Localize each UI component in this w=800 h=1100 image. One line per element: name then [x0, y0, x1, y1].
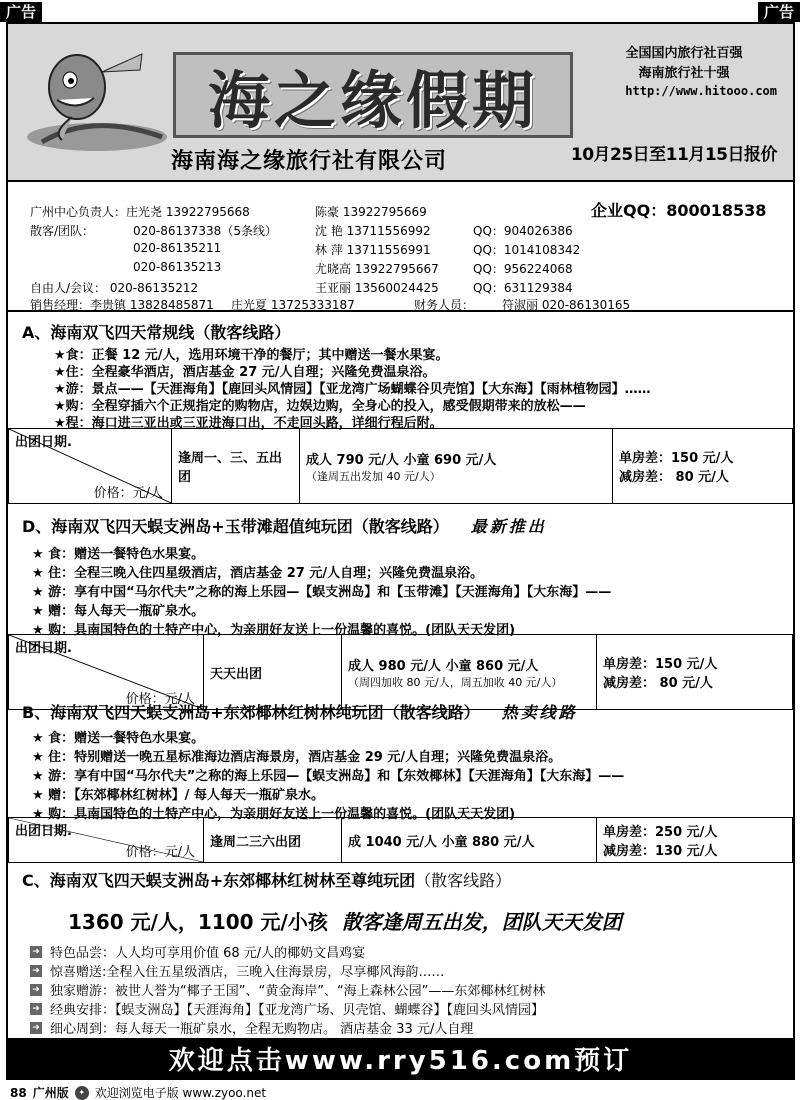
contact-finance-label: 财务人员： — [414, 298, 475, 312]
section-c-title — [22, 868, 511, 891]
enterprise-qq: 企业QQ：800018538 — [591, 201, 767, 220]
section-a-friday-note: （逢周五出发加 40 元/人） — [306, 469, 441, 483]
section-c-line-1: 特色品尝：人人均可享用价值 68 元/人的椰奶文昌鸡宴 — [50, 946, 366, 961]
section-d-food: ★ 食：赠送一餐特色水果宴。 — [32, 547, 205, 562]
slogan-top-100: 全国国内旅行社百强 — [625, 46, 743, 61]
section-b-date-label: 出团日期. — [15, 824, 72, 839]
section-a-price-label: 价格：元/人 — [93, 486, 163, 501]
browse-link[interactable]: 欢迎浏览电子版 www.zyoo.net — [94, 1086, 267, 1100]
section-b-adult-child-price: 成 1040 元/人 小童 880 元/人 — [342, 818, 597, 863]
section-c-title-suffix: （散客线路） — [415, 871, 512, 890]
contact-you-xiaogao: 尤晓高 13922795667 — [315, 262, 439, 276]
section-c-item-3 — [30, 980, 545, 999]
section-a-food: ★食：正餐 12 元/人，选用环境干净的餐厅；其中赠送一餐水果宴。 — [54, 348, 449, 363]
section-b-shop: ★ 购：具南国特色的土特产中心，为亲朋好友送上一份温馨的喜悦。(团队天天发团) — [32, 807, 516, 822]
dolphin-mascot-icon — [22, 42, 172, 162]
company-name: 海南海之缘旅行社有限公司 — [171, 149, 448, 174]
section-c-item-5 — [30, 1018, 473, 1037]
section-d-gift: ★ 赠：每人每天一瓶矿泉水。 — [32, 604, 205, 619]
section-d-hotel: ★ 住：全程三晚入住四星级酒店，酒店基金 27 元/人自理；兴隆免费温泉浴。 — [32, 566, 484, 581]
booking-cta-bar[interactable]: 欢迎点击www.rry516.com预订 — [8, 1038, 793, 1078]
section-b-single-supplement: 单房差：250 元/人 — [603, 825, 718, 840]
contact-finance: 符淑丽 020-86130165 — [502, 298, 631, 312]
section-a-date-label: 出团日期. — [15, 435, 72, 450]
section-d-tour: ★ 游：享有中国“马尔代夫”之称的海上乐园—【蜈支洲岛】和【玉带滩】【天涯海角】【大东海】—— — [32, 585, 612, 600]
ad-label-left: 广告 — [0, 2, 42, 22]
section-c-item-1 — [30, 942, 365, 961]
section-a-departure: 逢周一、三、五出团 — [172, 429, 300, 504]
section-a-title: A、海南双飞四天常规线（散客线路） — [22, 323, 291, 342]
contact-qq-1: QQ：904026386 — [473, 224, 573, 238]
section-d-surcharge-note: （周四加收 80 元/人，周五加收 40 元/人） — [348, 675, 563, 689]
contact-phone-3: 020-86135213 — [133, 260, 222, 274]
section-c-line-4: 经典安排：【蜈支洲岛】【天涯海角】【亚龙湾广场、贝壳馆、蝴蝶谷】【鹿回头风情园】 — [50, 1003, 545, 1018]
section-b-tag: 热卖线路 — [501, 703, 578, 722]
header-banner — [8, 24, 793, 182]
contact-phone-1: 020-86137338（5条线） — [133, 224, 277, 238]
advert-frame — [6, 22, 795, 1080]
contact-wang-yali: 王亚丽 13560024425 — [315, 281, 439, 295]
section-d-room-reduction: 减房差： 80 元/人 — [603, 676, 713, 691]
section-d-date-label: 出团日期. — [15, 641, 72, 656]
section-c-line-2: 惊喜赠送:全程入住五星级酒店，三晚入住海景房，尽享椰风海韵…… — [50, 965, 445, 980]
section-d-adult-child-price: 成人 980 元/人 小童 860 元/人 — [348, 658, 539, 674]
section-c-item-4 — [30, 999, 544, 1018]
contact-meeting: 自由人/会议： 020-86135212 — [30, 281, 199, 295]
contact-qq-4: QQ：631129384 — [473, 281, 573, 295]
contact-shen-yan: 沈 艳 13711556992 — [315, 224, 431, 238]
section-b-tour: ★ 游：享有中国“马尔代夫”之称的海上乐园—【蜈支洲岛】和【东效椰林】【天涯海角】【大东海】—— — [32, 769, 625, 784]
section-c-line-5: 细心周到：每人每天一瓶矿泉水，全程无购物店。 酒店基金 33 元/人自理 — [50, 1022, 474, 1037]
arrow-icon: ➜ — [30, 984, 42, 996]
section-d-title — [22, 514, 547, 537]
section-b-departure: 逢周二三六出团 — [204, 818, 342, 863]
section-a-shop: ★购：全程穿插六个正规指定的购物店，边娱边购，全身心的投入，感受假期带来的放松—— — [54, 399, 586, 414]
arrow-icon: ➜ — [30, 946, 42, 958]
edition-label: 广州版 — [32, 1086, 69, 1100]
section-b-price-label: 价格：元/人 — [125, 845, 195, 860]
arrow-icon: ➜ — [30, 965, 42, 977]
section-c-item-2 — [30, 961, 444, 980]
ad-label-right: 广告 — [758, 2, 800, 22]
section-b-food: ★ 食：赠送一餐特色水果宴。 — [32, 731, 205, 746]
slogan-top-10: 海南旅行社十强 — [638, 66, 730, 81]
contact-chen-hao: 陈豪 13922795669 — [315, 205, 427, 219]
contact-zhuang-guangxia: 庄光夏 13725333187 — [231, 298, 355, 312]
contact-group-label: 散客/团队： — [30, 224, 95, 238]
section-c-title-text: C、海南双飞四天蜈支洲岛+东郊椰林红树林至尊纯玩团 — [22, 871, 416, 890]
section-c-line-3: 独家赠游：被世人誉为“椰子王国”、“黄金海岸”、“海上森林公园”——东郊椰林红树林 — [50, 984, 546, 999]
section-a-adult-child-price: 成人 790 元/人 小童 690 元/人 — [306, 452, 497, 468]
publisher-logo-icon: ✦ — [75, 1086, 89, 1100]
section-a-room-reduction: 减房差： 80 元/人 — [619, 470, 729, 485]
brand-logo-title: 海之缘假期 — [173, 52, 573, 138]
section-b-gift: ★ 赠：【东郊椰林红树林】/ 每人每天一瓶矿泉水。 — [32, 788, 324, 803]
website-url: http://www.hitooo.com — [625, 84, 777, 98]
section-b-room-reduction: 减房差：130 元/人 — [603, 844, 718, 859]
section-a-tour: ★游：景点——【天涯海角】【鹿回头风情园】【亚龙湾广场蝴蝶谷贝壳馆】【大东海】【雨林植物园】…… — [54, 382, 651, 397]
section-a-route: ★程：海口进三亚出或三亚进海口出，不走回头路，详细行程后附。 — [54, 416, 443, 431]
section-d-tag: 最新推出 — [470, 517, 547, 536]
section-d-departure: 天天出团 — [204, 635, 342, 710]
contact-qq-2: QQ：1014108342 — [473, 243, 581, 257]
section-a-hotel: ★住：全程豪华酒店，酒店基金 27 元/人自理；兴隆免费温泉浴。 — [54, 365, 436, 380]
arrow-icon: ➜ — [30, 1003, 42, 1015]
contact-guangzhou-head: 广州中心负责人：庄光尧 13922795668 — [30, 205, 250, 219]
arrow-icon: ➜ — [30, 1022, 42, 1034]
section-a-price-table — [8, 428, 793, 504]
section-d-title-text: D、海南双飞四天蜈支洲岛+玉带滩超值纯玩团（散客线路） — [22, 517, 449, 536]
section-d-shop: ★ 购：具南国特色的土特产中心，为亲朋好友送上一份温馨的喜悦。(团队天天发团) — [32, 623, 516, 638]
section-c-price-value: 1360 元/人，1100 元/小孩 — [68, 910, 328, 934]
section-d-price-label: 价格：元/人 — [125, 692, 195, 707]
section-c-price-tag: 散客逢周五出发，团队天天发团 — [341, 910, 622, 934]
page-number: 88 — [10, 1085, 27, 1100]
section-b-title-text: B、海南双飞四天蜈支洲岛+东郊椰林红树林纯玩团（散客线路） — [22, 703, 480, 722]
section-b-hotel: ★ 住：特别赠送一晚五星标准海边酒店海景房，酒店基金 29 元/人自理；兴隆免费温泉浴。 — [32, 750, 562, 765]
contact-phone-2: 020-86135211 — [133, 241, 222, 255]
quote-date-range: 10月25日至11月15日报价 — [570, 145, 777, 165]
section-d-price-table — [8, 634, 793, 710]
contact-qq-3: QQ：956224068 — [473, 262, 573, 276]
contact-block — [8, 184, 793, 312]
section-a-single-supplement: 单房差：150 元/人 — [619, 451, 734, 466]
section-c-price — [68, 906, 622, 935]
page-footer — [10, 1084, 266, 1100]
section-d-single-supplement: 单房差：150 元/人 — [603, 657, 718, 672]
contact-sales-manager: 销售经理：李贵镇 13828485871 — [30, 298, 214, 312]
section-b-title — [22, 700, 578, 723]
section-b-price-table — [8, 817, 793, 863]
contact-lin-ping: 林 萍 13711556991 — [315, 243, 431, 257]
